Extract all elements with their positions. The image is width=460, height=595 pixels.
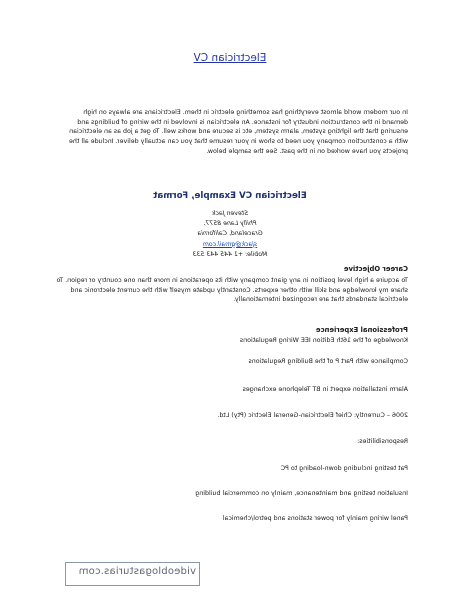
experience-line: Insulation testing and maintenance, mainly on commercial building <box>195 490 408 497</box>
contact-email-link[interactable]: sjack@gmail.com <box>202 240 258 248</box>
career-objective-heading: Career Objective <box>343 265 408 273</box>
experience-line: 2006 – Currently: Chief Electrician-General Electric (Pty) Ltd. <box>217 412 408 419</box>
document-title[interactable]: Electrician CV <box>193 52 267 64</box>
experience-line: Alarm installation expert in BT Telephone exchanges <box>242 386 408 393</box>
career-objective-text: To acquire a high level position in any giant company with its operations in more than one country or region. To share my knowledge and skill with other experts. Constantly update myself with the current electronic and electrical standards that are recognized internationally. <box>56 277 408 304</box>
contact-street: Philly Lane 8577, <box>203 220 257 228</box>
experience-line: Pat testing including down-loading to PC <box>280 465 408 472</box>
experience-heading: Professional Experience <box>315 326 408 334</box>
watermark-text: videoblogasturias.com <box>78 566 196 577</box>
contact-name: Steven Jack <box>211 210 249 217</box>
intro-paragraph: In our modern world almost everything has something electric in them. Electricians are always on high demand in the construction industry for instance. An electrician is involved in the wiring of buildings and ensuring that the lighting system, alarm system, etc is secure and works well. To get a job as an electrician with a construction company you need to show in your resume that you can actually deliver. Include all the projects you have worked on in the past. See the sample below. <box>69 109 408 155</box>
contact-block <box>0 209 460 260</box>
cv-example-heading: Electrician CV Example, Format <box>153 191 307 201</box>
contact-mobile: Mobile: +1 445 443 533 <box>192 250 268 258</box>
experience-line: Compliance with Part P of the Building Regulations <box>248 358 408 365</box>
experience-line: Knowledge of the 16th Edition IEE Wiring Regulations <box>239 337 408 344</box>
site-watermark <box>0 562 200 592</box>
experience-line: Responsibilities: <box>357 438 408 445</box>
contact-city: Graceland, California <box>197 230 263 238</box>
experience-line: Panel wiring mainly for power stations and petrol/chemical <box>222 515 408 522</box>
